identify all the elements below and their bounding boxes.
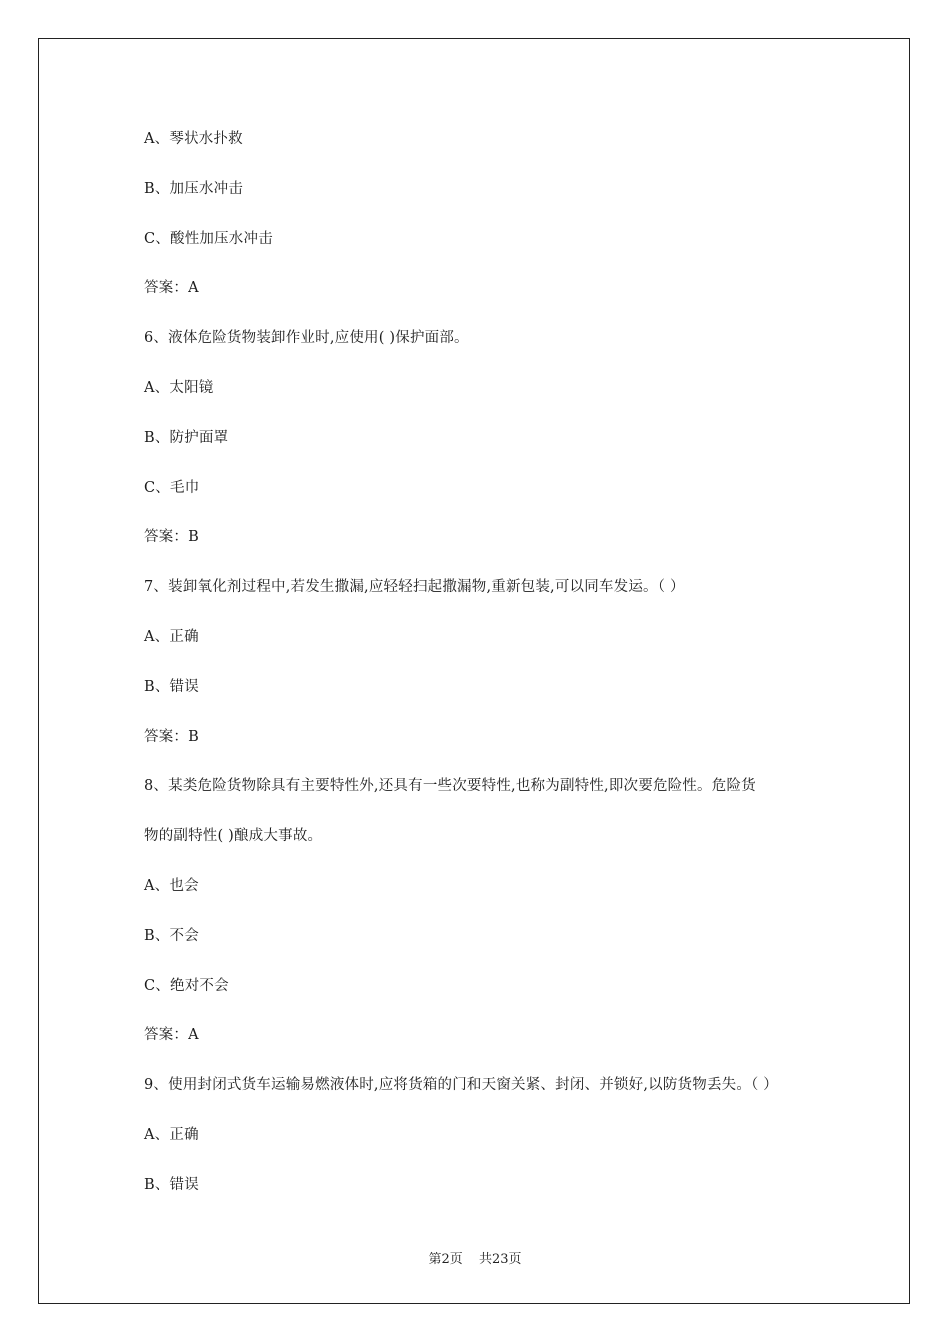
text-line: C、绝对不会	[144, 977, 229, 994]
text-line: B、加压水冲击	[144, 180, 244, 197]
text-line: C、毛巾	[144, 479, 200, 496]
answer-line: 答案：B	[144, 529, 199, 546]
text-line: A、琴状水扑救	[144, 131, 243, 147]
text-line: A、太阳镜	[144, 379, 214, 396]
document-body	[144, 124, 824, 1220]
text-line: A、也会	[144, 877, 199, 894]
answer-line: 答案：A	[144, 280, 199, 297]
text-line: A、正确	[144, 1126, 199, 1143]
text-line: B、错误	[144, 1176, 199, 1193]
text-line: B、错误	[144, 678, 199, 695]
answer-line: 答案：B	[144, 728, 199, 745]
question-line: 9、使用封闭式货车运输易燃液体时,应将货箱的门和天窗关紧、封闭、并锁好,以防货物丢失。（ ）	[144, 1077, 778, 1094]
text-line: B、防护面罩	[144, 429, 229, 446]
answer-line: 答案：A	[144, 1027, 199, 1044]
page-total: 共23页	[478, 1252, 522, 1267]
question-line: 8、某类危险货物除具有主要特性外,还具有一些次要特性,也称为副特性,即次要危险性。危险货	[144, 778, 756, 795]
text-line: B、不会	[144, 927, 199, 944]
question-line: 6、液体危险货物装卸作业时,应使用( )保护面部。	[144, 330, 469, 347]
question-line-continued: 物的副特性( )酿成大事故。	[144, 828, 323, 845]
question-line: 7、装卸氧化剂过程中,若发生撒漏,应轻轻扫起撒漏物,重新包装,可以同车发运。（ ）	[144, 579, 685, 596]
page-number: 第2页	[428, 1252, 463, 1267]
page-footer	[0, 1248, 950, 1267]
text-line: A、正确	[144, 628, 199, 645]
text-line: C、酸性加压水冲击	[144, 230, 273, 247]
